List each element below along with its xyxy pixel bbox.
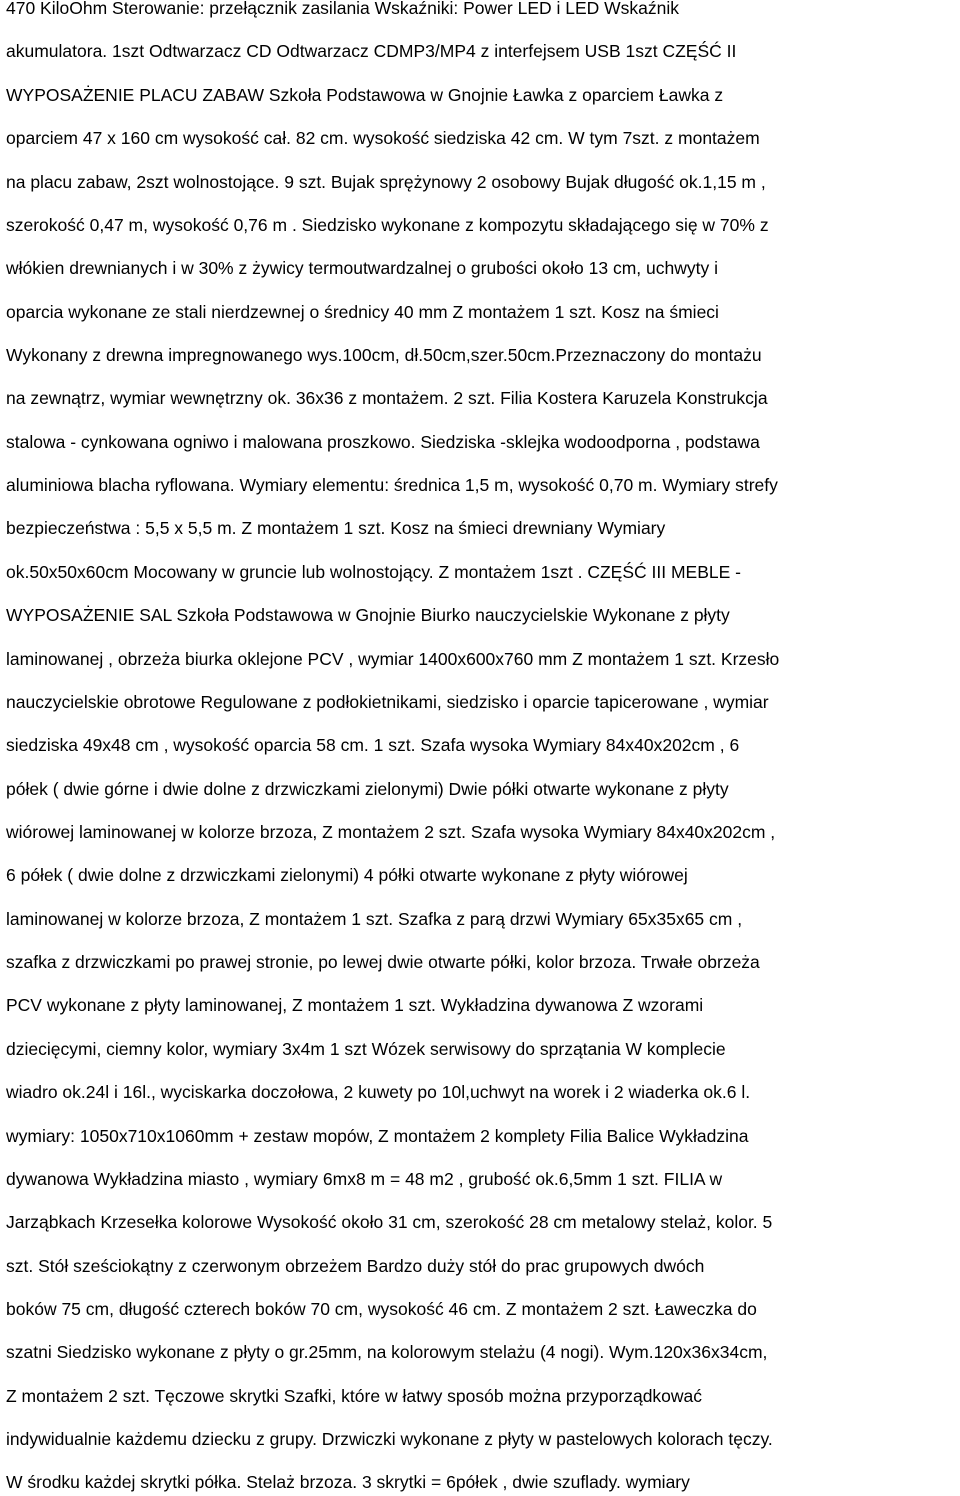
text-line: indywidualnie każdemu dziecku z grupy. Drzwiczki wykonane z płyty w pastelowych kolorach tęczy.	[6, 1429, 773, 1449]
text-line: stalowa - cynkowana ogniwo i malowana proszkowo. Siedziska -sklejka wodoodporna , podstawa	[6, 432, 760, 452]
text-line: oparcia wykonane ze stali nierdzewnej o średnicy 40 mm Z montażem 1 szt. Kosz na śmieci	[6, 302, 719, 322]
text-line: Jarząbkach Krzesełka kolorowe Wysokość około 31 cm, szerokość 28 cm metalowy stelaż, kolor. 5	[6, 1212, 773, 1232]
text-line: na placu zabaw, 2szt wolnostojące. 9 szt. Bujak sprężynowy 2 osobowy Bujak długość ok.1,15 m ,	[6, 172, 766, 192]
text-line: szafka z drzwiczkami po prawej stronie, po lewej dwie otwarte półki, kolor brzoza. Trwałe obrzeża	[6, 952, 760, 972]
text-line: aluminiowa blacha ryflowana. Wymiary elementu: średnica 1,5 m, wysokość 0,70 m. Wymiary strefy	[6, 475, 778, 495]
text-line: dziecięcymi, ciemny kolor, wymiary 3x4m 1 szt Wózek serwisowy do sprzątania W komplecie	[6, 1039, 726, 1059]
text-line: 6 półek ( dwie dolne z drzwiczkami zielonymi) 4 półki otwarte wykonane z płyty wiórowej	[6, 865, 688, 885]
text-line: dywanowa Wykładzina miasto , wymiary 6mx8 m = 48 m2 , grubość ok.6,5mm 1 szt. FILIA w	[6, 1169, 723, 1189]
text-line: siedziska 49x48 cm , wysokość oparcia 58 cm. 1 szt. Szafa wysoka Wymiary 84x40x202cm , 6	[6, 735, 740, 755]
text-line: WYPOSAŻENIE PLACU ZABAW Szkoła Podstawowa w Gnojnie Ławka z oparciem Ławka z	[6, 85, 724, 105]
text-line: Z montażem 2 szt. Tęczowe skrytki Szafki, które w łatwy sposób można przyporządkować	[6, 1386, 703, 1406]
text-line: oparciem 47 x 160 cm wysokość cał. 82 cm. wysokość siedziska 42 cm. W tym 7szt. z montażem	[6, 128, 760, 148]
text-line: W środku każdej skrytki półka. Stelaż brzoza. 3 skrytki = 6półek , dwie szuflady. wymiary	[6, 1472, 690, 1492]
text-line: boków 75 cm, długość czterech boków 70 cm, wysokość 46 cm. Z montażem 2 szt. Ławeczka do	[6, 1299, 757, 1319]
text-line: bezpieczeństwa : 5,5 x 5,5 m. Z montażem 1 szt. Kosz na śmieci drewniany Wymiary	[6, 518, 666, 538]
text-line: szt. Stół sześciokątny z czerwonym obrzeżem Bardzo duży stół do prac grupowych dwóch	[6, 1256, 705, 1276]
text-line: wymiary: 1050x710x1060mm + zestaw mopów, Z montażem 2 komplety Filia Balice Wykładzina	[6, 1126, 749, 1146]
text-line: ok.50x50x60cm Mocowany w gruncie lub wolnostojący. Z montażem 1szt . CZĘŚĆ III MEBLE -	[6, 562, 741, 582]
text-line: wiórowej laminowanej w kolorze brzoza, Z montażem 2 szt. Szafa wysoka Wymiary 84x40x202cm ,	[6, 822, 776, 842]
text-line: szerokość 0,47 m, wysokość 0,76 m . Siedzisko wykonane z kompozytu składającego się w 70% z	[6, 215, 769, 235]
text-line: wiadro ok.24l i 16l., wyciskarka doczołowa, 2 kuwety po 10l,uchwyt na worek i 2 wiaderka ok.6 l.	[6, 1082, 751, 1102]
text-line: laminowanej w kolorze brzoza, Z montażem 1 szt. Szafka z parą drzwi Wymiary 65x35x65 cm ,	[6, 909, 743, 929]
text-line: Wykonany z drewna impregnowanego wys.100cm, dł.50cm,szer.50cm.Przeznaczony do montażu	[6, 345, 762, 365]
text-line: WYPOSAŻENIE SAL Szkoła Podstawowa w Gnojnie Biurko nauczycielskie Wykonane z płyty	[6, 605, 730, 625]
text-line: szatni Siedzisko wykonane z płyty o gr.25mm, na kolorowym stelażu (4 nogi). Wym.120x36x34cm,	[6, 1342, 768, 1362]
text-line: na zewnątrz, wymiar wewnętrzny ok. 36x36 z montażem. 2 szt. Filia Kostera Karuzela Konstrukcja	[6, 388, 768, 408]
text-line: laminowanej , obrzeża biurka oklejone PCV , wymiar 1400x600x760 mm Z montażem 1 szt. Krzesło	[6, 649, 780, 669]
text-line: akumulatora. 1szt Odtwarzacz CD Odtwarzacz CDMP3/MP4 z interfejsem USB 1szt CZĘŚĆ II	[6, 41, 737, 61]
text-line: włókien drewnianych i w 30% z żywicy termoutwardzalnej o grubości około 13 cm, uchwyty i	[6, 258, 718, 278]
text-line: PCV wykonane z płyty laminowanej, Z montażem 1 szt. Wykładzina dywanowa Z wzorami	[6, 995, 704, 1015]
text-line: półek ( dwie górne i dwie dolne z drzwiczkami zielonymi) Dwie półki otwarte wykonane z płyty	[6, 779, 729, 799]
text-line: nauczycielskie obrotowe Regulowane z podłokietnikami, siedzisko i oparcie tapicerowane , wymiar	[6, 692, 769, 712]
text-line: 470 KiloOhm Sterowanie: przełącznik zasilania Wskaźniki: Power LED i LED Wskaźnik	[6, 0, 680, 18]
